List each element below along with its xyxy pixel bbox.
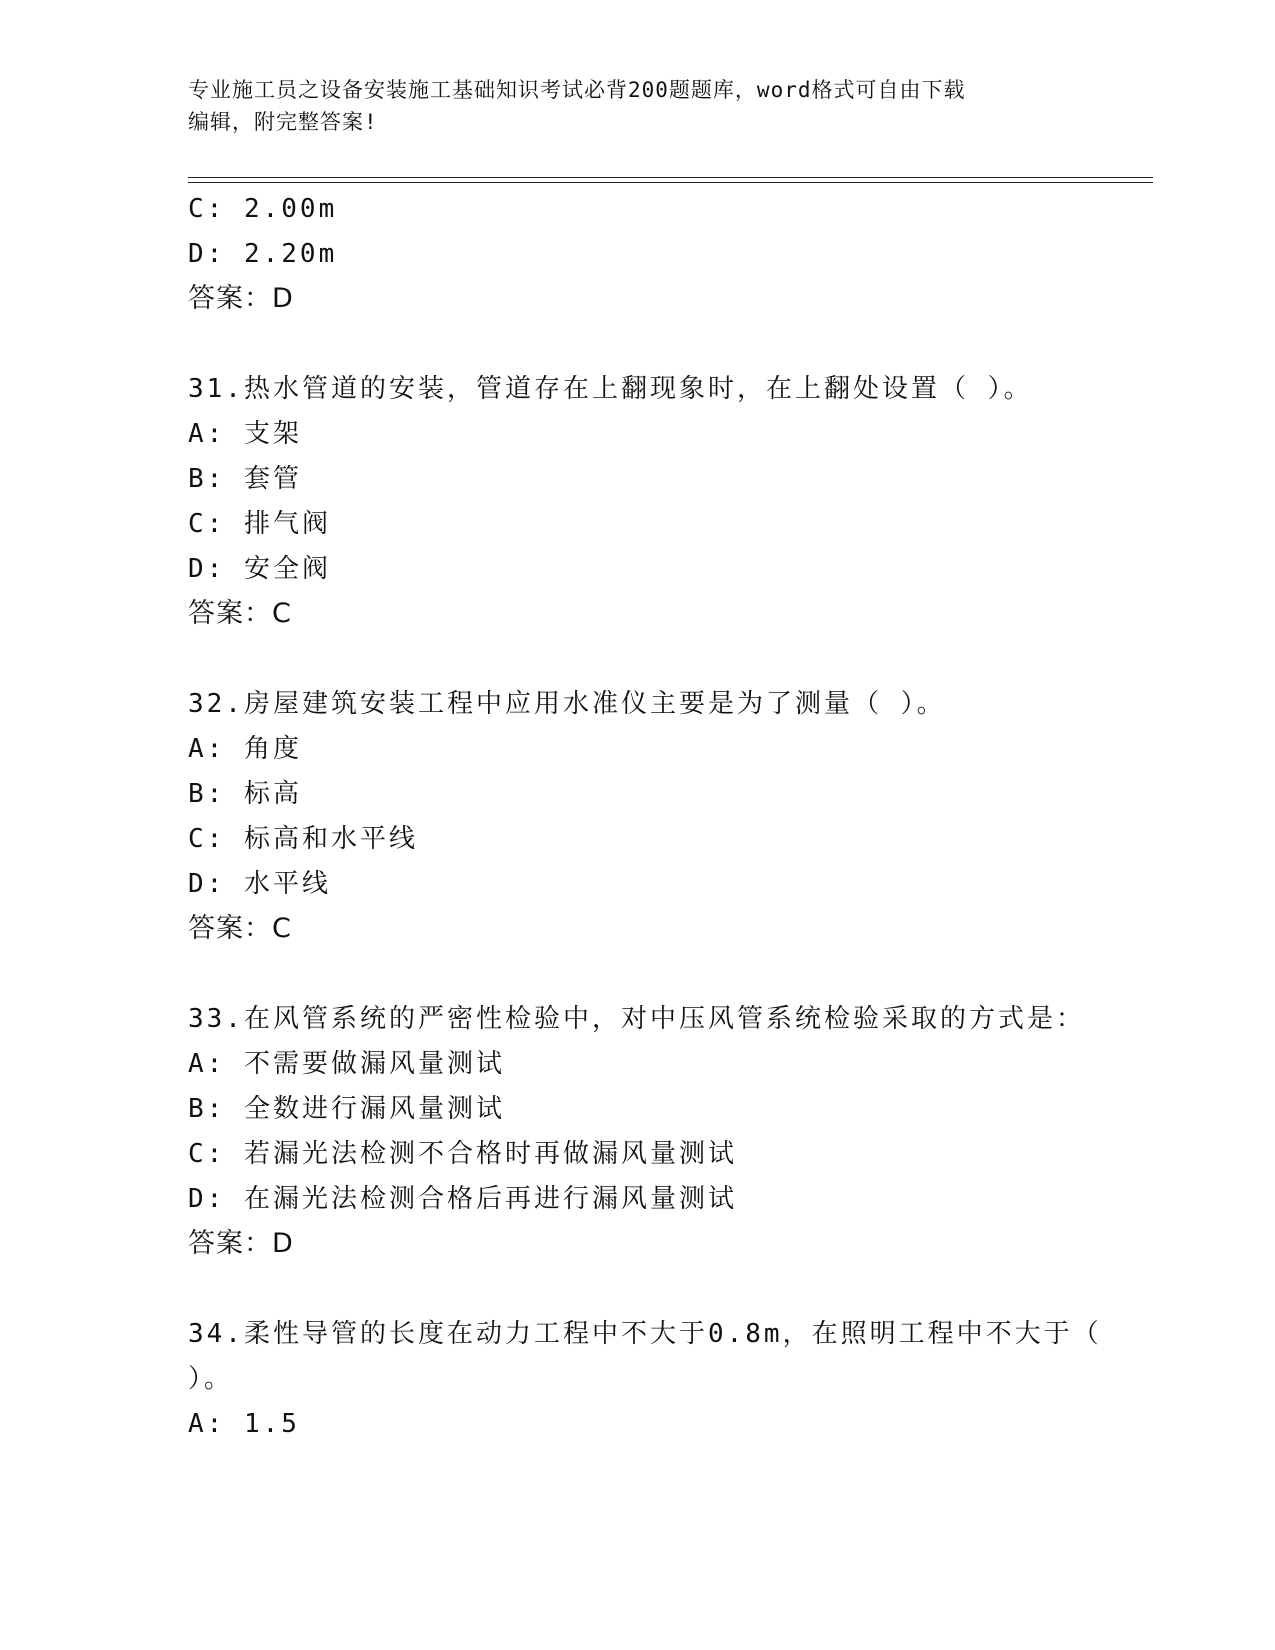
q31-option-c: C: 排气阀 (188, 509, 331, 539)
q31-answer: 答案：C (188, 598, 292, 629)
prev-answer: 答案：D (188, 283, 294, 314)
q31-option-a: A: 支架 (188, 419, 302, 449)
q33-option-c: C: 若漏光法检测不合格时再做漏风量测试 (188, 1139, 737, 1169)
prev-option-d: D: 2.20m (188, 239, 338, 269)
q33-answer: 答案：D (188, 1228, 294, 1259)
q33-option-a: A: 不需要做漏风量测试 (188, 1049, 505, 1079)
header-divider-top (188, 177, 1153, 178)
prev-option-c: C: 2.00m (188, 194, 338, 224)
header-line-2: 编辑，附完整答案! (188, 110, 378, 134)
q32-option-a: A: 角度 (188, 734, 302, 764)
q31-question: 31.热水管道的安装，管道存在上翻现象时，在上翻处设置（ ）。 (188, 374, 1033, 404)
q32-option-c: C: 标高和水平线 (188, 824, 418, 854)
q34-question-line-1: 34.柔性导管的长度在动力工程中不大于0.8m，在照明工程中不大于（ (188, 1319, 1102, 1349)
q34-question-line-2: ）。 (188, 1364, 234, 1394)
q31-option-d: D: 安全阀 (188, 554, 331, 584)
header-divider-bottom (188, 182, 1153, 183)
q33-option-b: B: 全数进行漏风量测试 (188, 1094, 505, 1124)
q32-question: 32.房屋建筑安装工程中应用水准仪主要是为了测量（ ）。 (188, 689, 946, 719)
q32-answer: 答案：C (188, 913, 292, 944)
q31-option-b: B: 套管 (188, 464, 302, 494)
document-header (188, 74, 1088, 138)
header-line-1: 专业施工员之设备安装施工基础知识考试必背200题题库，word格式可自由下载 (188, 78, 966, 102)
q32-option-d: D: 水平线 (188, 869, 331, 899)
q33-option-d: D: 在漏光法检测合格后再进行漏风量测试 (188, 1184, 737, 1214)
q33-question: 33.在风管系统的严密性检验中，对中压风管系统检验采取的方式是： (188, 1004, 1085, 1034)
q32-option-b: B: 标高 (188, 779, 302, 809)
q34-option-a: A: 1.5 (188, 1409, 300, 1439)
